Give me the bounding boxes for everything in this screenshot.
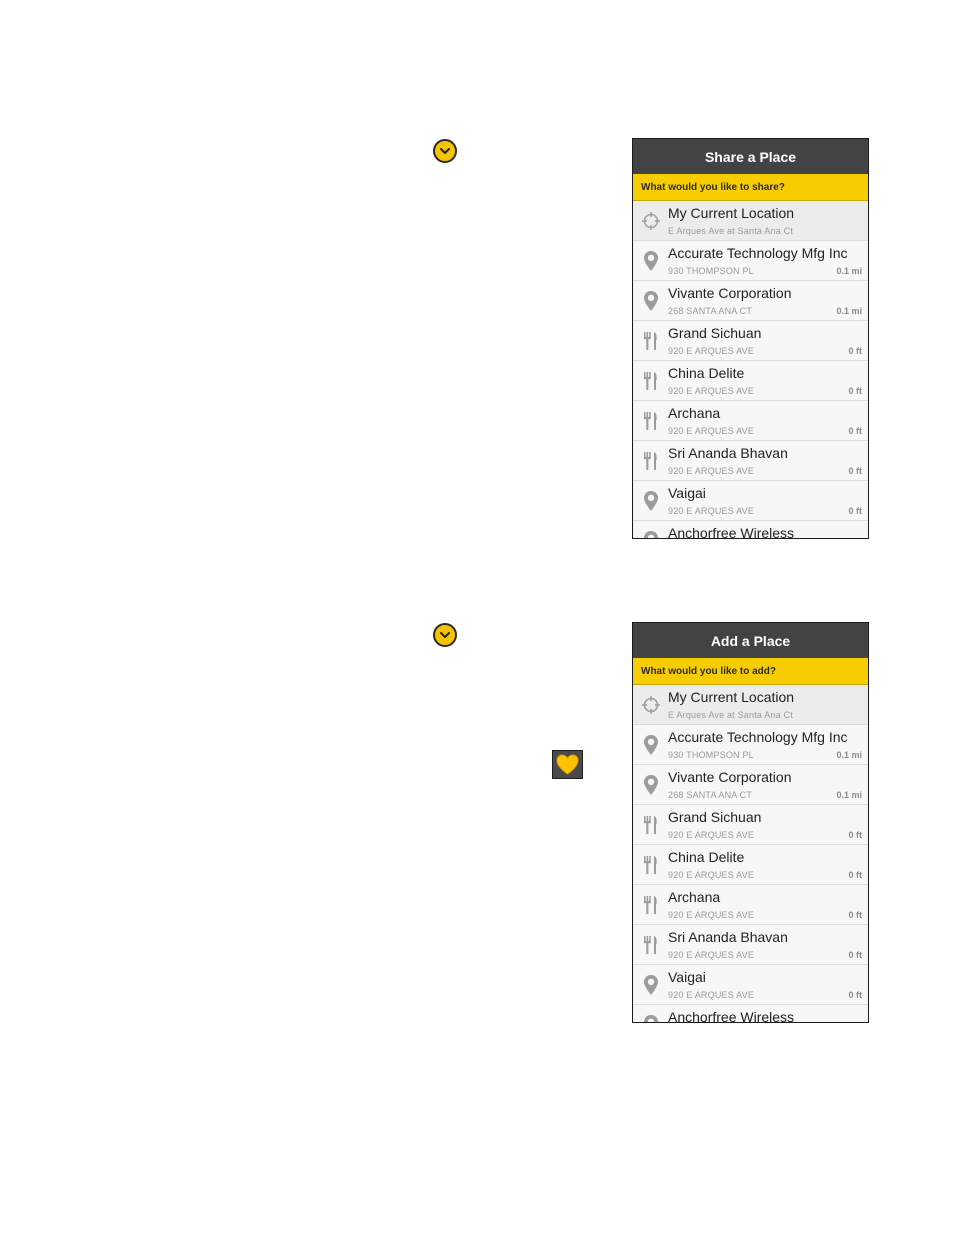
map-pin-icon (640, 974, 662, 996)
place-address: 930 THOMPSON PL (668, 750, 754, 760)
fork-knife-icon (640, 450, 662, 472)
place-list-item[interactable] (633, 885, 868, 925)
place-address: 268 SANTA ANA CT (668, 306, 753, 316)
favorite-heart-button[interactable] (552, 750, 583, 779)
place-name: My Current Location (668, 689, 795, 705)
place-list-item[interactable] (633, 281, 868, 321)
share-place-screen (632, 138, 869, 539)
add-place-screen (632, 622, 869, 1023)
place-name: Sri Ananda Bhavan (668, 929, 788, 945)
fork-knife-icon (640, 894, 662, 916)
place-list-item[interactable] (633, 1005, 868, 1023)
place-name: Archana (668, 405, 721, 421)
place-address: 920 E ARQUES AVE (668, 830, 755, 840)
chevron-down-icon[interactable] (433, 139, 457, 163)
place-distance: 0 ft (848, 950, 862, 960)
place-list-item[interactable] (633, 845, 868, 885)
chevron-down-icon[interactable] (433, 623, 457, 647)
place-distance: 0.1 mi (836, 266, 862, 276)
fork-knife-icon (640, 814, 662, 836)
place-list-item[interactable] (633, 925, 868, 965)
place-address: E Arques Ave at Santa Ana Ct (668, 226, 794, 236)
place-name: Vaigai (668, 485, 706, 501)
crosshair-icon (640, 694, 662, 716)
place-distance: 0 ft (848, 830, 862, 840)
place-address: 930 THOMPSON PL (668, 266, 754, 276)
place-name: Grand Sichuan (668, 809, 762, 825)
fork-knife-icon (640, 410, 662, 432)
add-prompt: What would you like to add? (633, 658, 868, 685)
place-name: Vivante Corporation (668, 285, 792, 301)
place-address: 920 E ARQUES AVE (668, 870, 755, 880)
place-name: Anchorfree Wireless (668, 1009, 795, 1023)
place-list-item[interactable] (633, 241, 868, 281)
fork-knife-icon (640, 330, 662, 352)
place-name: Vaigai (668, 969, 706, 985)
place-address: 920 E ARQUES AVE (668, 950, 755, 960)
fork-knife-icon (640, 934, 662, 956)
place-list-item[interactable] (633, 401, 868, 441)
map-pin-icon (640, 530, 662, 539)
crosshair-icon (640, 210, 662, 232)
place-distance: 0 ft (848, 426, 862, 436)
place-distance: 0 ft (848, 870, 862, 880)
place-distance: 0.1 mi (836, 306, 862, 316)
place-distance: 0 ft (848, 990, 862, 1000)
place-address: 920 E ARQUES AVE (668, 466, 755, 476)
place-distance: 0 ft (848, 346, 862, 356)
place-address: E Arques Ave at Santa Ana Ct (668, 710, 794, 720)
place-list-item[interactable] (633, 321, 868, 361)
place-list-item[interactable] (633, 765, 868, 805)
place-name: Accurate Technology Mfg Inc (668, 729, 848, 745)
place-list-item[interactable] (633, 481, 868, 521)
place-address: 920 E ARQUES AVE (668, 346, 755, 356)
place-list-item[interactable] (633, 521, 868, 539)
place-list-item[interactable] (633, 685, 868, 725)
map-pin-icon (640, 250, 662, 272)
screen-title: Share a Place (633, 139, 868, 174)
place-list-item[interactable] (633, 965, 868, 1005)
place-name: My Current Location (668, 205, 795, 221)
place-name: China Delite (668, 849, 745, 865)
place-list-item[interactable] (633, 805, 868, 845)
place-address: 920 E ARQUES AVE (668, 506, 755, 516)
heart-icon (555, 753, 580, 776)
map-pin-icon (640, 490, 662, 512)
place-list-item[interactable] (633, 725, 868, 765)
place-distance: 0 ft (848, 466, 862, 476)
screen-title: Add a Place (633, 623, 868, 658)
place-list-item[interactable] (633, 361, 868, 401)
map-pin-icon (640, 290, 662, 312)
place-distance: 0.1 mi (836, 790, 862, 800)
place-address: 920 E ARQUES AVE (668, 386, 755, 396)
share-prompt: What would you like to share? (633, 174, 868, 201)
place-address: 920 E ARQUES AVE (668, 990, 755, 1000)
place-name: Grand Sichuan (668, 325, 762, 341)
map-pin-icon (640, 1014, 662, 1023)
place-distance: 0 ft (848, 910, 862, 920)
place-list (633, 201, 868, 539)
place-distance: 0 ft (848, 386, 862, 396)
fork-knife-icon (640, 854, 662, 876)
place-list (633, 685, 868, 1023)
place-address: 920 E ARQUES AVE (668, 910, 755, 920)
place-name: Anchorfree Wireless (668, 525, 795, 539)
place-name: China Delite (668, 365, 745, 381)
place-address: 268 SANTA ANA CT (668, 790, 753, 800)
place-name: Vivante Corporation (668, 769, 792, 785)
place-list-item[interactable] (633, 201, 868, 241)
map-pin-icon (640, 774, 662, 796)
place-distance: 0 ft (848, 506, 862, 516)
place-name: Accurate Technology Mfg Inc (668, 245, 848, 261)
place-distance: 0.1 mi (836, 750, 862, 760)
place-name: Sri Ananda Bhavan (668, 445, 788, 461)
place-list-item[interactable] (633, 441, 868, 481)
map-pin-icon (640, 734, 662, 756)
place-name: Archana (668, 889, 721, 905)
place-address: 920 E ARQUES AVE (668, 426, 755, 436)
fork-knife-icon (640, 370, 662, 392)
